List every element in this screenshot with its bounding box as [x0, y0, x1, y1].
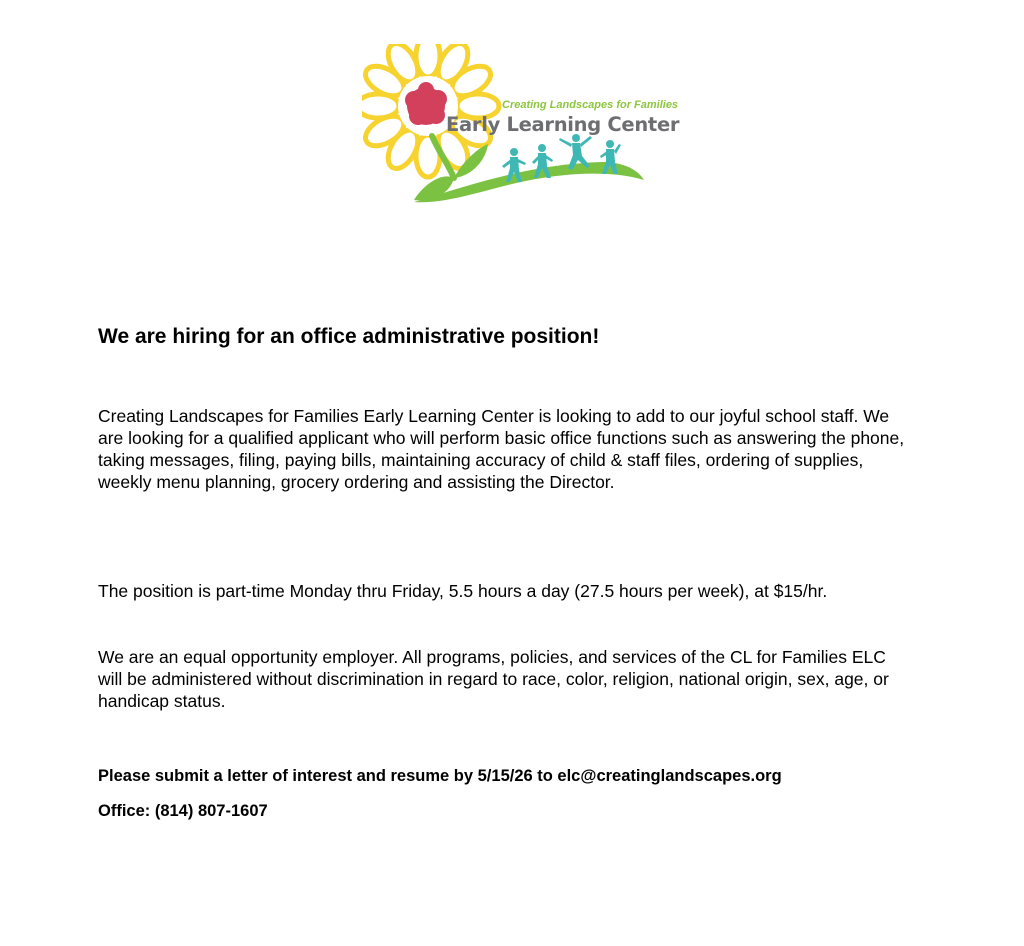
- page-title: We are hiring for an office administrative position!: [98, 325, 600, 348]
- job-description-paragraph: Creating Landscapes for Families Early Learning Center is looking to add to our joyful school staff. We are looking for a qualified applicant who will perform basic office functions such as answering the phone, taking messages, filing, paying bills, maintaining accuracy of child & staff files, ordering of supplies, weekly menu planning, grocery ordering and assisting the Director.: [98, 406, 905, 492]
- logo-name: Early Learning Center: [446, 113, 680, 136]
- equal-opportunity-paragraph: We are an equal opportunity employer. All programs, policies, and services of the CL for Families ELC will be administered without discrimination in regard to race, color, religion, national origin, sex, age, or handicap status.: [98, 647, 889, 711]
- submit-instructions: Please submit a letter of interest and resume by 5/15/26 to elc@creatinglandscapes.org: [98, 767, 782, 785]
- logo: [362, 44, 680, 210]
- office-phone: Office: (814) 807-1607: [98, 802, 268, 820]
- logo-tagline: Creating Landscapes for Families: [502, 99, 679, 111]
- schedule-paragraph: The position is part-time Monday thru Friday, 5.5 hours a day (27.5 hours per week), at $15/hr.: [98, 581, 828, 601]
